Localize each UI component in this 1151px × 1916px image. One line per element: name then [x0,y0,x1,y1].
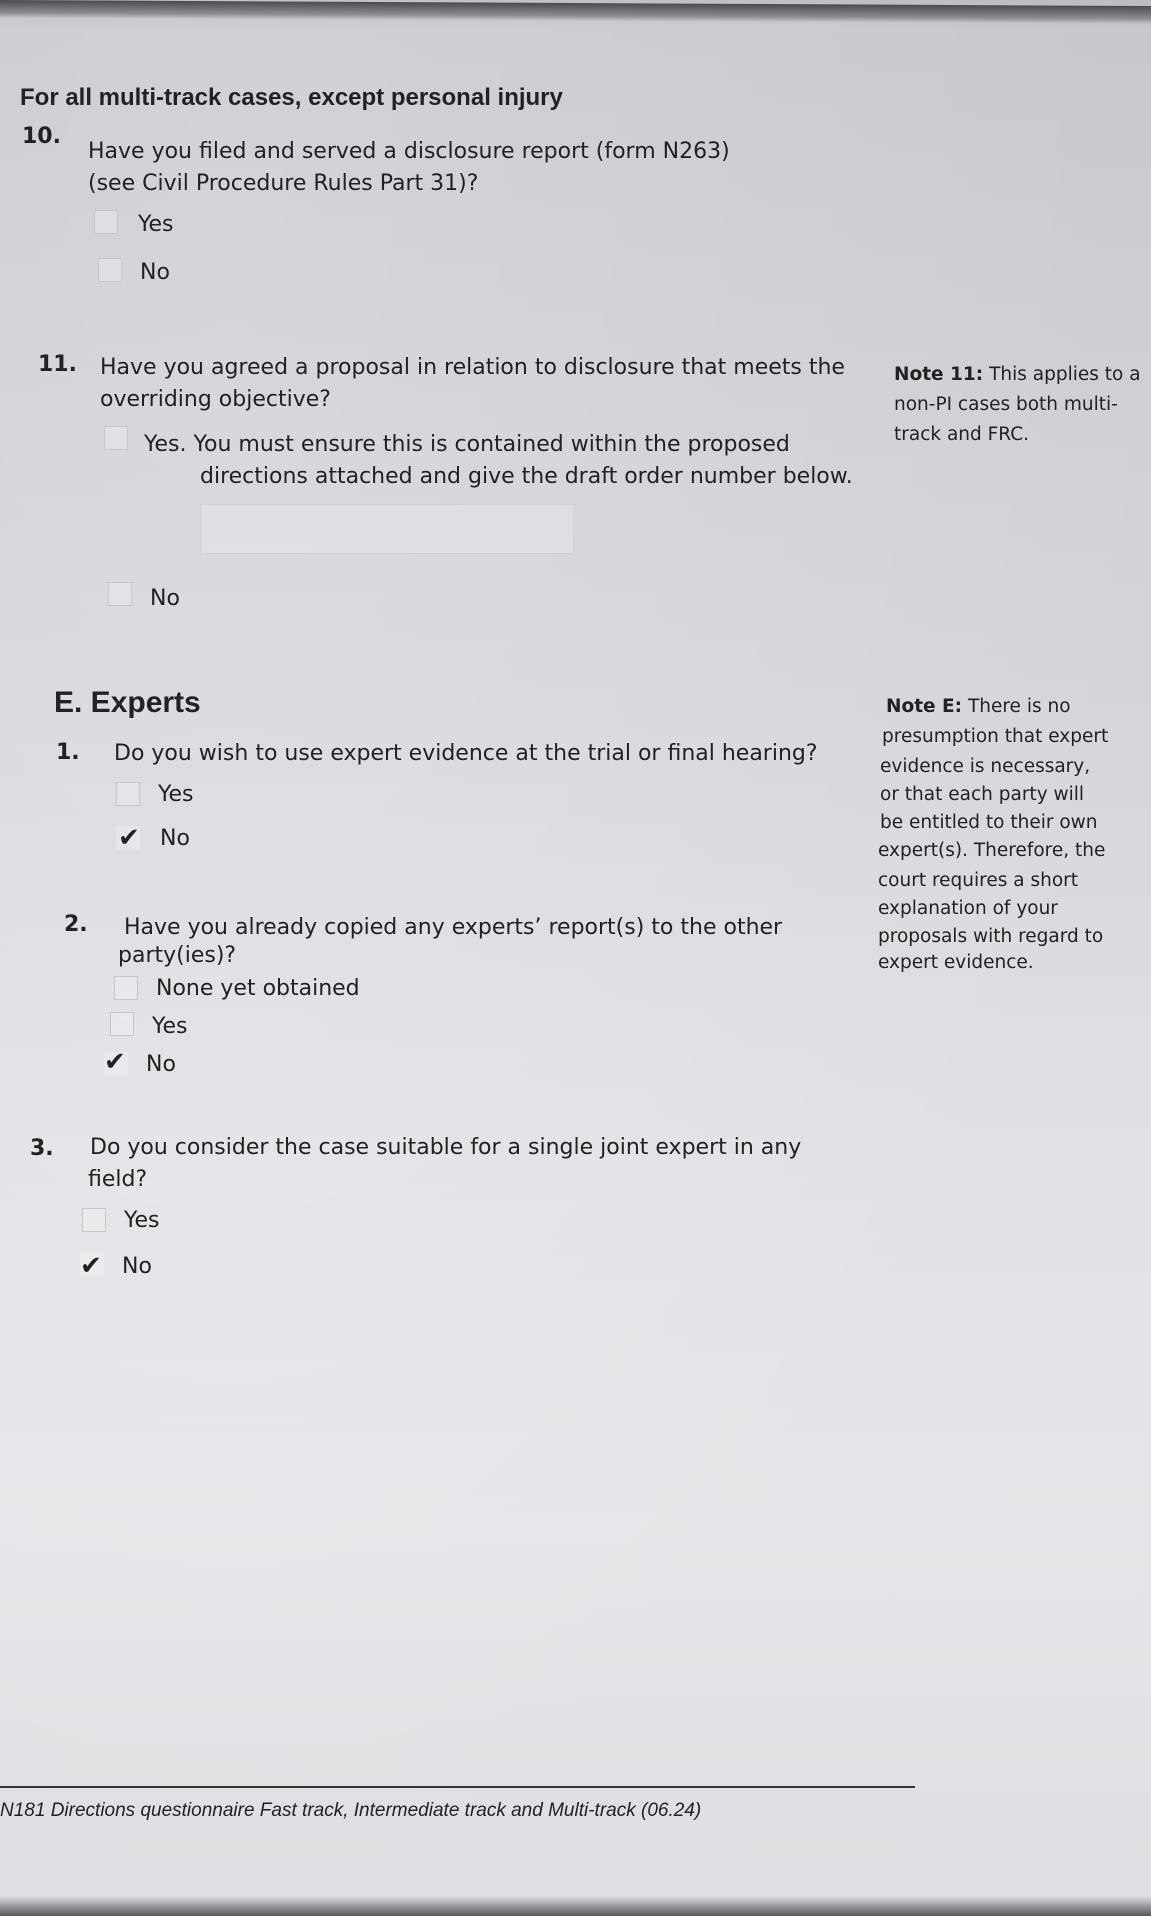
footer-form-reference: N181 Directions questionnaire Fast track, Intermediate track and Multi-track (06.24) [0,1800,702,1821]
noteE-line10: expert evidence. [878,952,1034,973]
q11-number: 11. [38,352,77,377]
q10-text-line1: Have you filed and served a disclosure report (form N263) [88,139,730,164]
e-q2-no-check-mark: ✔ [104,1047,126,1077]
q10-no-checkbox[interactable] [98,258,122,282]
e-q3-text-line1: Do you consider the case suitable for a single joint expert in any [90,1135,802,1160]
footer-rule [0,1786,915,1788]
q11-no-checkbox[interactable] [108,582,132,606]
noteE-line6: expert(s). Therefore, the [878,840,1106,861]
noteE-line8: explanation of your [878,898,1058,919]
note11-line3: track and FRC. [894,424,1030,445]
noteE-line2: presumption that expert [882,726,1109,747]
e-q2-number: 2. [64,912,88,937]
e-q3-no-check-mark: ✔ [80,1251,102,1281]
e-q1-no-check-mark: ✔ [118,823,140,853]
noteE-line3: evidence is necessary, [880,756,1091,777]
e-q3-yes-label: Yes [124,1208,160,1233]
e-q1-text: Do you wish to use expert evidence at the trial or final hearing? [114,741,818,766]
q11-yes-checkbox[interactable] [104,426,128,450]
section-intro-heading: For all multi-track cases, except personal injury [20,84,563,111]
q10-yes-checkbox[interactable] [94,210,118,234]
note11-label: Note 11: [894,364,984,385]
e-q1-yes-label: Yes [158,782,194,807]
q10-text-line2: (see Civil Procedure Rules Part 31)? [88,171,479,196]
q11-yes-label-line2: directions attached and give the draft order number below. [200,464,853,489]
e-q1-yes-checkbox[interactable] [116,782,140,806]
e-q3-number: 3. [30,1136,54,1161]
q10-number: 10. [22,124,61,149]
note11-line2: non-PI cases both multi- [894,394,1118,415]
noteE-line4: or that each party will [880,784,1085,805]
e-q1-no-label: No [160,826,190,851]
section-e-title: E. Experts [54,686,201,719]
q10-yes-label: Yes [138,212,174,237]
noteE-line9: proposals with regard to [878,926,1104,947]
page-bottom-shadow [0,1896,1151,1916]
noteE-line7: court requires a short [878,870,1079,891]
note11-line1 [894,362,1141,388]
q11-no-label: No [150,586,180,611]
e-q2-yes-label: Yes [152,1014,188,1039]
noteE-text1: There is no [967,696,1071,717]
noteE-label: Note E: [886,696,963,717]
e-q3-yes-checkbox[interactable] [82,1208,106,1232]
e-q2-none-label: None yet obtained [156,976,360,1001]
e-q3-text-line2: field? [88,1167,148,1192]
e-q2-text-line2: party(ies)? [118,943,237,968]
q11-text-line1: Have you agreed a proposal in relation to disclosure that meets the [100,355,845,380]
q11-text-line2: overriding objective? [100,387,331,412]
e-q2-none-checkbox[interactable] [114,976,138,1000]
e-q3-no-label: No [122,1254,152,1279]
page-edge-shadow [0,0,1151,24]
note11-text1: This applies to a [989,364,1141,385]
noteE-line1 [886,694,1071,720]
draft-order-number-field[interactable] [200,504,574,554]
q10-no-label: No [140,260,170,285]
e-q1-number: 1. [56,740,80,765]
e-q2-no-label: No [146,1052,176,1077]
q11-yes-label-line1: Yes. You must ensure this is contained within the proposed [144,432,790,457]
e-q2-text-line1: Have you already copied any experts’ report(s) to the other [124,915,783,940]
e-q2-yes-checkbox[interactable] [110,1012,134,1036]
noteE-line5: be entitled to their own [880,812,1098,833]
